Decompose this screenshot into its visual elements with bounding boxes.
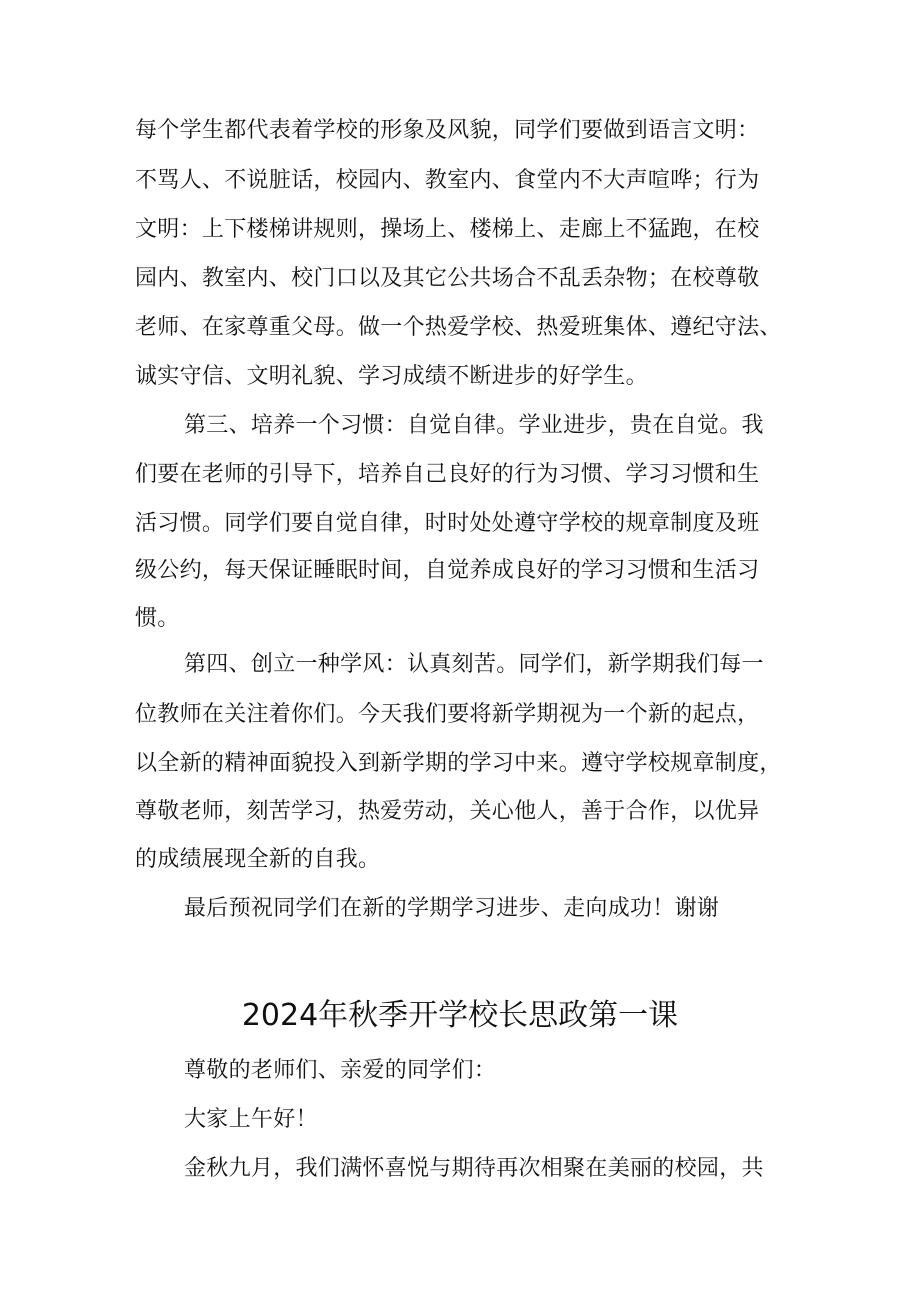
paragraph-line: 每个学生都代表着学校的形象及风貌，同学们要做到语言文明： [135,118,760,143]
paragraph-line: 诚实守信、文明礼貌、学习成绩不断进步的好学生。 [135,364,648,389]
paragraph-line: 惯。 [135,606,180,631]
paragraph-line: 活习惯。同学们要自觉自律，时时处处遵守学校的规章制度及班 [135,511,760,536]
paragraph-line: 的成绩展现全新的自我。 [135,847,381,872]
paragraph-line: 第三、培养一个习惯：自觉自律。学业进步，贵在自觉。我 [184,413,764,438]
paragraph-line: 尊敬老师，刻苦学习，热爱劳动，关心他人，善于合作，以优异 [135,799,760,824]
greeting-line: 尊敬的老师们、亲爱的同学们： [184,1058,497,1083]
opening-line: 金秋九月，我们满怀喜悦与期待再次相聚在美丽的校园，共 [184,1156,764,1181]
paragraph-line: 级公约，每天保证睡眠时间，自觉养成良好的学习习惯和生活习 [135,558,760,583]
hello-line: 大家上午好！ [184,1107,318,1132]
paragraph-line: 不骂人、不说脏话，校园内、教室内、食堂内不大声喧哗；行为 [135,168,760,193]
paragraph-line: 第四、创立一种学风：认真刻苦。同学们，新学期我们每一 [184,652,764,677]
paragraph-line: 们要在老师的引导下，培养自己良好的行为习惯、学习习惯和生 [135,462,760,487]
speech-title: 2024年秋季开学校长思政第一课 [241,998,679,1033]
paragraph-line: 老师、在家尊重父母。做一个热爱学校、热爱班集体、遵纪守法、 [135,315,782,340]
paragraph-line: 以全新的精神面貌投入到新学期的学习中来。遵守学校规章制度， [135,751,782,776]
paragraph-line: 位教师在关注着你们。今天我们要将新学期视为一个新的起点， [135,702,760,727]
closing-line: 最后预祝同学们在新的学期学习进步、走向成功！谢谢 [184,896,720,921]
paragraph-line: 文明：上下楼梯讲规则，操场上、楼梯上、走廊上不猛跑，在校 [135,217,760,242]
paragraph-line: 园内、教室内、校门口以及其它公共场合不乱丢杂物；在校尊敬 [135,266,760,291]
